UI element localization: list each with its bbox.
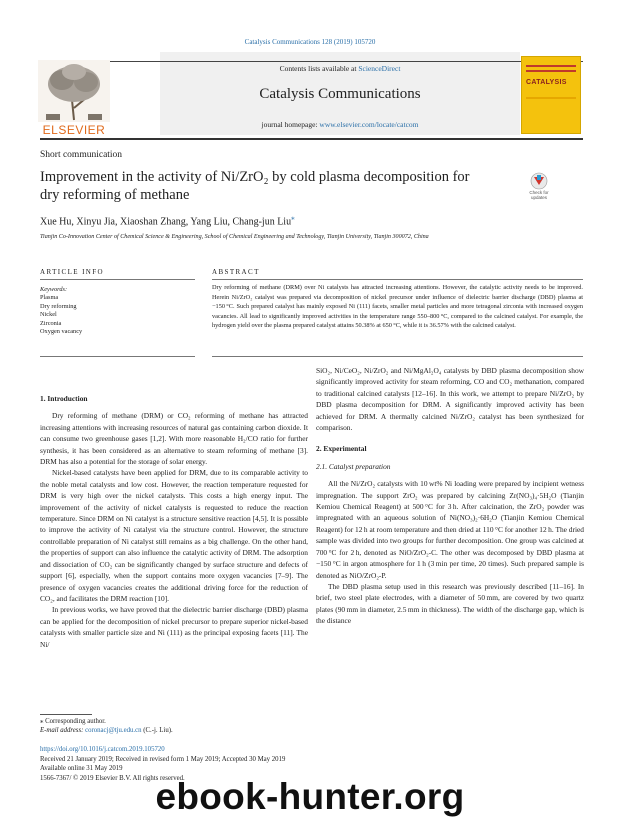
crossmark-badge[interactable] <box>523 172 555 206</box>
journal-homepage-line <box>160 120 520 129</box>
keyword-item: Dry reforming <box>40 302 77 310</box>
copyright-line: 1566-7367/ © 2019 Elsevier B.V. All rights reserved. <box>40 774 185 782</box>
article-type: Short communication <box>40 150 123 160</box>
author-list <box>40 214 295 227</box>
abstract-heading: ABSTRACT <box>212 268 260 276</box>
article-title-line: dry reforming of methane <box>40 187 190 203</box>
keyword-item: Plasma <box>40 294 59 302</box>
corresponding-author-note: ⁎ Corresponding author. <box>40 718 106 725</box>
keyword-item: Zirconia <box>40 319 62 327</box>
header-rule-top <box>40 61 583 62</box>
keyword-item: Oxygen vacancy <box>40 328 83 336</box>
crossmark-icon <box>523 172 555 190</box>
available-online: Available online 31 May 2019 <box>40 765 123 773</box>
contents-line <box>160 64 520 73</box>
journal-reference-link[interactable]: Catalysis Communications 128 (2019) 105720 <box>244 38 376 46</box>
sciencedirect-link[interactable]: ScienceDirect <box>358 64 401 73</box>
watermark-text: ebook-hunter.org <box>155 776 465 817</box>
footnote-rule <box>40 714 92 715</box>
keywords-block <box>40 286 82 336</box>
section-heading-experimental: 2. Experimental <box>316 444 367 454</box>
journal-homepage-link[interactable]: www.elsevier.com/locate/catcom <box>319 120 419 129</box>
article-title-line: Improvement in the activity of Ni/ZrO₂ by cold plasma decomposition for <box>40 169 470 185</box>
subsection-heading-catalyst-preparation: 2.1. Catalyst preparation <box>316 461 391 471</box>
keywords-label: Keywords: <box>40 286 68 293</box>
footnotes <box>40 717 173 735</box>
cover-stripe <box>526 97 576 99</box>
homepage-prefix: journal homepage: <box>261 120 320 129</box>
body-paragraph: Dry reforming of methane (DRM) or CO₂ reforming of methane has attracted increasing attentions with increasing resources of natural gas containing carbon dioxide. It can consume two greenhouse gases [1,2]. With more reasonable H₂/CO ratio for further synthesis, it has been considered as an alternative to steam reforming of methane [3]. DRM has also a potential for the storage of solar energy. <box>40 411 308 467</box>
crossmark-label: Check for updates <box>529 190 549 200</box>
article-title <box>40 168 480 204</box>
section-heading-introduction: 1. Introduction <box>40 394 88 403</box>
cover-stripe <box>526 65 576 67</box>
contents-prefix: Contents lists available at <box>279 64 359 73</box>
body-paragraph: In previous works, we have proved that the dielectric barrier discharge (DBD) plasma can be applied for the decomposition of nickel precursor to prepare superior nickel-based catalysts with smaller particle size and Ni (111) as the principal exposing facets [11]. The Ni/ <box>40 605 308 649</box>
journal-title: Catalysis Communications <box>259 86 421 102</box>
body-paragraph: SiO₂, Ni/CeO₂, Ni/ZrO₂ and Ni/MgAl₂O₄ catalysts by DBD plasma decomposition show significantly improved activity for steam reforming, CO and CO₂ methanation, compared to traditional calcined catalysts [12–16]. In this work, we attempt to prepare Ni/ZrO₂ by DBD plasma decomposition for DRM. A significantly improved activity has been achieved for DRM. A thermally calcined Ni/ZrO₂ catalyst has been synthesized for comparison. <box>316 366 584 433</box>
body-column-left <box>40 393 308 650</box>
body-paragraph: Nickel-based catalysts have been applied for DRM, due to its comparable activity to the noble metal catalysts and low cost. However, the reaction temperature requested for DRM is very high over the nickel catalysts. This costs a high energy input. The improvement of the activity of nickel catalysts is requested to reduce the reaction temperature. Since DRM on Ni catalyst is a structure sensitive reaction [4,5]. It is possible to improve the activity of Ni catalyst via the structure control. However, the structure controllable preparation of Ni catalyst still remains as a big challenge. On the other hand, the properties of support can also influence the catalytic activity of DRM. The adsorption and dissociation of CO₂ can be significantly changed by surface structure and defects of support [6], especially, when the support contains more oxygen vacancies [7–9]. The presence of oxygen vacancies creates the additional driving force for the reduction of CO₂, and facilitates the DRM reaction [10]. <box>40 468 308 603</box>
journal-cover-thumbnail[interactable] <box>521 56 581 134</box>
email-note <box>40 726 173 735</box>
cover-title: CATALYSIS <box>526 79 567 86</box>
abstract-rule-bottom <box>212 356 583 357</box>
article-info-rule <box>40 279 195 280</box>
email-suffix: (C.-j. Liu). <box>141 727 173 734</box>
author-email-link[interactable]: coronacj@tju.edu.cn <box>85 727 142 734</box>
received-dates: Received 21 January 2019; Received in revised form 1 May 2019; Accepted 30 May 2019 <box>40 755 286 763</box>
keyword-item: Nickel <box>40 311 57 319</box>
body-column-right <box>316 365 584 627</box>
article-info-heading: ARTICLE INFO <box>40 268 105 276</box>
author-affiliation: Tianjin Co-Innovation Center of Chemical Science & Engineering, School of Chemical Engineering and Technology, Tianjin University, Tianjin 300072, China <box>40 234 429 240</box>
doi-link[interactable]: https://doi.org/10.1016/j.catcom.2019.105720 <box>40 746 165 753</box>
body-paragraph: All the Ni/ZrO₂ catalysts with 10 wt% Ni loading were prepared by incipient wetness impregnation. The support ZrO₂ was prepared by calcining Zr(NO₃)₄·5H₂O (Tianjin Kemiou Chemical Reagent) at 500 °C for 3 h. After calcination, the ZrO₂ powder was impregnated with an aqueous solution of Ni(NO₃)₂·6H₂O (Tianjin Kemiou Chemical Reagent) for 12 h at room temperature and then dried at 110 °C for another 12 h. The dried sample was divided into two groups for further decomposition. One group was calcined at 700 °C for 2 h, denoted as NiO/ZrO₂-C. The other was decomposed by DBD plasma at −150 °C in argon atmosphere for 1 h (3 min per time, 20 times). Such prepared sample is denoted as NiO/ZrO₂-P. <box>316 479 584 580</box>
header-rule-bottom <box>40 138 583 140</box>
authors-text: Xue Hu, Xinyu Jia, Xiaoshan Zhang, Yang Liu, Chang-jun Liu <box>40 216 292 228</box>
abstract-body: Dry reforming of methane (DRM) over Ni catalysts has attracted increasing attentions. However, the catalytic activity needs to be improved. Herein Ni/ZrO₂ catalyst was prepared via decomposition of nickel precursor under influence of dielectric barrier discharge (DBD) plasma at −150 °C. Such prepared catalyst has mainly exposed Ni (111) facets, smaller metal particles and more tetragonal zirconia with increased oxygen vacancies. All lead to significantly improved activities in the temperature range 550–800 °C, compared to the calcined catalyst. For example, the hydrogen yield over the plasma prepared catalyst attains 50.38% at 650 °C, while it is 36.57% with the calcined catalyst. <box>212 284 583 330</box>
article-info-rule-bottom <box>40 356 195 357</box>
elsevier-wordmark: ELSEVIER <box>42 123 106 137</box>
corresponding-author-mark[interactable]: ⁎ <box>291 214 295 222</box>
email-label: E-mail address: <box>40 727 86 734</box>
body-paragraph: The DBD plasma setup used in this research was previously described [11–16]. In brief, two steel plate electrodes, with a diameter of 50 mm, are covered by two quartz plates (90 mm in diameter, 2.5 mm in thickness). The width of the discharge gap, which is the distance <box>316 581 584 626</box>
abstract-rule <box>212 279 583 280</box>
cover-stripe <box>526 70 576 72</box>
